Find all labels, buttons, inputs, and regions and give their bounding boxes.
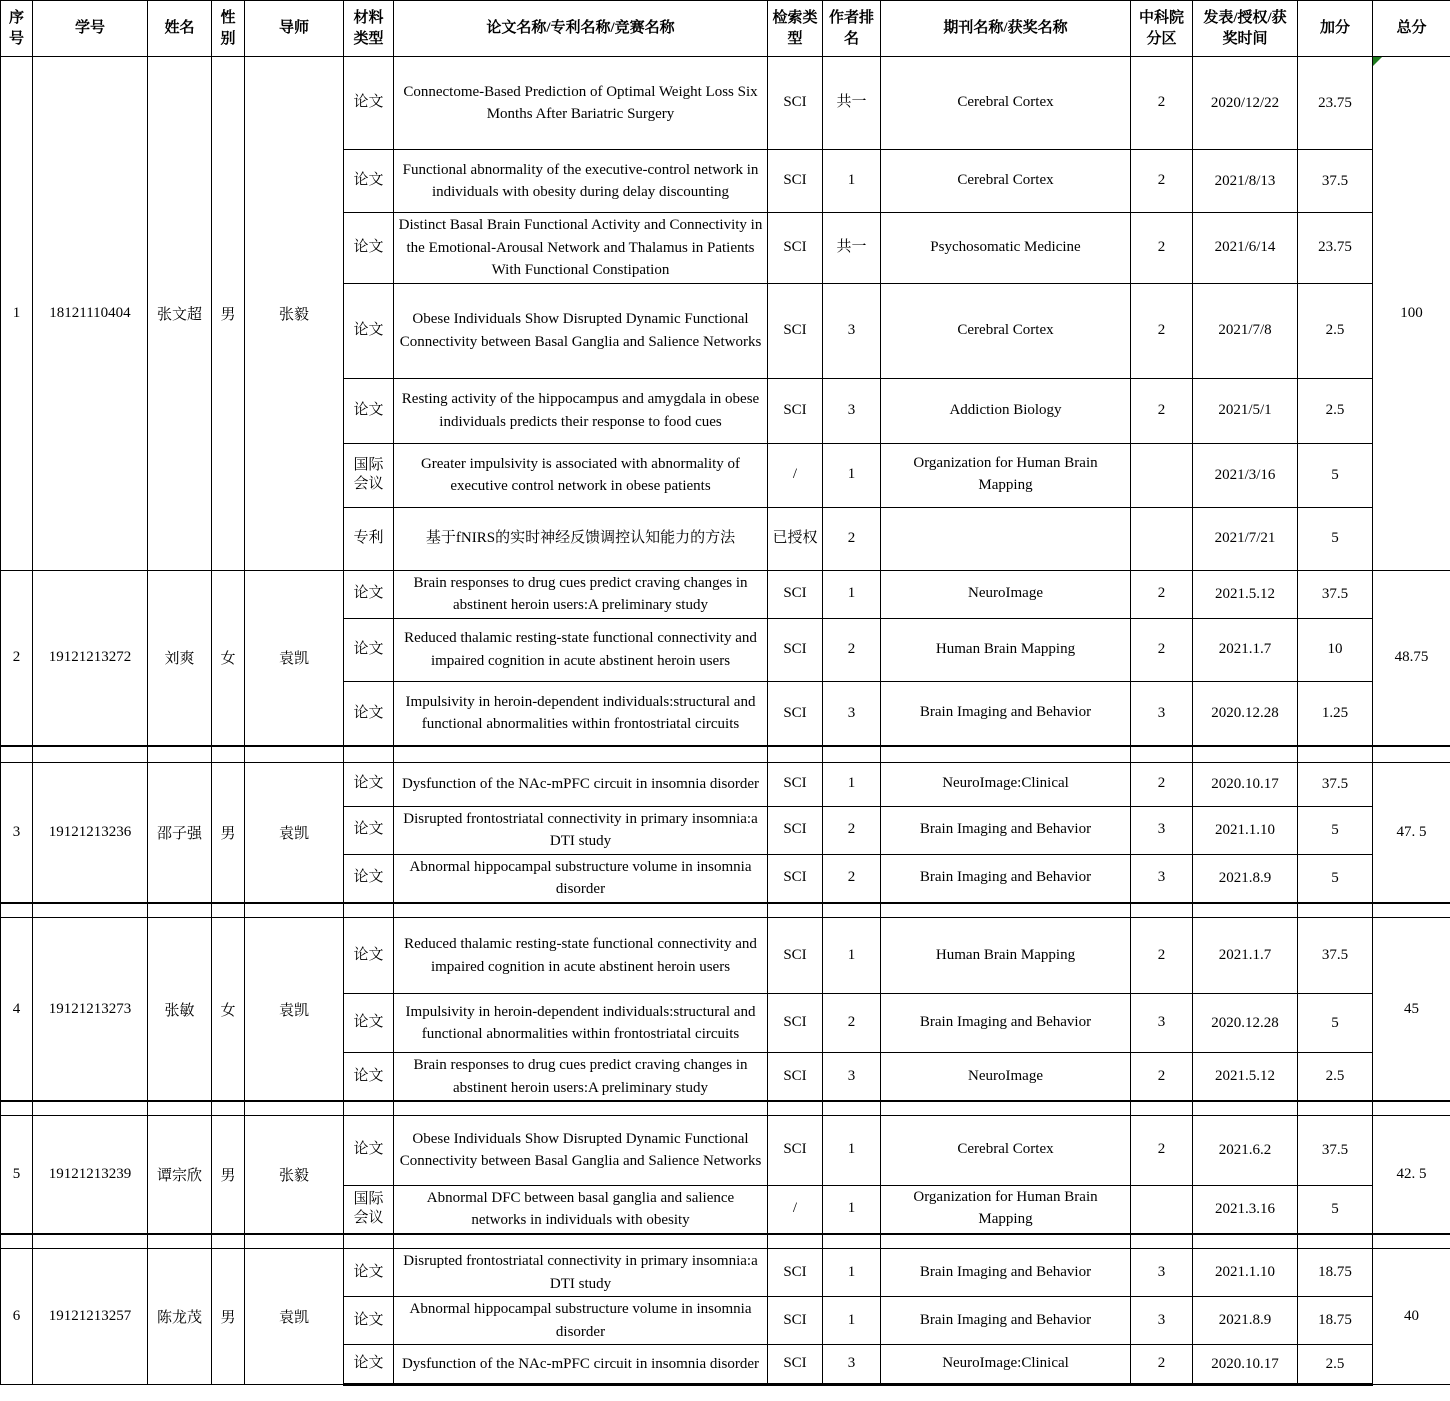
spacer-cell[interactable] (212, 1234, 245, 1249)
cell-total-score[interactable] (1373, 570, 1450, 746)
cell-name[interactable]: 邵子强 (148, 762, 212, 903)
cell-author-rank[interactable]: 共一 (823, 57, 881, 150)
cell-material-type[interactable]: 国际会议 (344, 1185, 394, 1234)
cell-no[interactable]: 2 (1, 570, 33, 746)
spacer-cell[interactable] (823, 1101, 881, 1115)
spacer-cell[interactable] (1, 746, 33, 762)
cell-gender[interactable]: 男 (212, 1115, 245, 1234)
spacer-cell[interactable] (1131, 1234, 1193, 1249)
cell-title[interactable]: Resting activity of the hippocampus and amygdala in obese individuals predicts their response to food cues (394, 378, 768, 443)
spacer-cell[interactable] (1373, 1101, 1450, 1115)
cell-author-rank[interactable]: 1 (823, 570, 881, 618)
cell-author-rank[interactable]: 1 (823, 443, 881, 507)
cell-cas-division[interactable]: 3 (1131, 854, 1193, 903)
cell-journal[interactable]: NeuroImage (881, 570, 1131, 618)
cell-material-type[interactable]: 论文 (344, 150, 394, 213)
cell-author-rank[interactable]: 2 (823, 618, 881, 681)
cell-points[interactable]: 23.75 (1298, 57, 1373, 150)
cell-cas-division[interactable]: 2 (1131, 213, 1193, 284)
cell-cas-division[interactable]: 3 (1131, 994, 1193, 1053)
total-score-value: 48.75 (1394, 649, 1429, 666)
cell-date[interactable]: 2021/8/13 (1193, 150, 1298, 213)
cell-title[interactable]: Disrupted frontostriatal connectivity in primary insomnia:a DTI study (394, 1249, 768, 1297)
cell-student-id[interactable]: 19121213239 (33, 1115, 148, 1234)
cell-author-rank[interactable]: 共一 (823, 213, 881, 284)
cell-cas-division[interactable]: 2 (1131, 1345, 1193, 1385)
cell-author-rank[interactable]: 1 (823, 1115, 881, 1185)
cell-index-type[interactable]: SCI (768, 1053, 823, 1102)
cell-cas-division[interactable]: 3 (1131, 806, 1193, 854)
spacer-cell[interactable] (1131, 1101, 1193, 1115)
spacer-cell[interactable] (148, 903, 212, 918)
cell-index-type[interactable]: SCI (768, 618, 823, 681)
header-cell-2[interactable]: 姓名 (148, 1, 212, 57)
spacer-cell[interactable] (1, 1101, 33, 1115)
cell-author-rank[interactable]: 1 (823, 1249, 881, 1297)
spacer-cell[interactable] (881, 746, 1131, 762)
spacer-cell[interactable] (1193, 746, 1298, 762)
cell-material-type[interactable]: 论文 (344, 994, 394, 1053)
cell-journal[interactable]: Brain Imaging and Behavior (881, 1297, 1131, 1345)
cell-material-type[interactable]: 论文 (344, 1249, 394, 1297)
cell-total-score[interactable] (1373, 1249, 1450, 1385)
spacer-cell[interactable] (148, 1234, 212, 1249)
spacer-cell[interactable] (344, 1101, 394, 1115)
cell-total-score[interactable] (1373, 57, 1450, 571)
cell-date[interactable]: 2020.12.28 (1193, 994, 1298, 1053)
cell-title[interactable]: Functional abnormality of the executive-control network in individuals with obesity during delay discounting (394, 150, 768, 213)
cell-cas-division[interactable]: 3 (1131, 1297, 1193, 1345)
cell-no[interactable]: 4 (1, 918, 33, 1102)
material-row (1, 762, 1450, 806)
spacer-row (1, 1101, 1450, 1115)
cell-student-id[interactable]: 19121213236 (33, 762, 148, 903)
cell-date[interactable]: 2021.3.16 (1193, 1185, 1298, 1234)
cell-cas-division[interactable]: 2 (1131, 618, 1193, 681)
spacer-cell[interactable] (1373, 746, 1450, 762)
cell-material-type[interactable]: 专利 (344, 507, 394, 570)
header-cell-9[interactable]: 期刊名称/获奖名称 (881, 1, 1131, 57)
cell-date[interactable]: 2020.12.28 (1193, 681, 1298, 746)
spacer-cell[interactable] (148, 1101, 212, 1115)
cell-journal[interactable]: Addiction Biology (881, 378, 1131, 443)
cell-title[interactable]: Obese Individuals Show Disrupted Dynamic Functional Connectivity between Basal Ganglia and Salience Networks (394, 283, 768, 378)
cell-cas-division[interactable]: 2 (1131, 762, 1193, 806)
header-cell-3[interactable]: 性别 (212, 1, 245, 57)
cell-index-type[interactable]: / (768, 443, 823, 507)
cell-student-id[interactable]: 18121110404 (33, 57, 148, 571)
cell-material-type[interactable]: 论文 (344, 213, 394, 284)
spacer-cell[interactable] (1131, 746, 1193, 762)
spacer-cell[interactable] (1193, 1101, 1298, 1115)
spacer-cell[interactable] (1, 1234, 33, 1249)
spacer-cell[interactable] (33, 1234, 148, 1249)
cell-points[interactable]: 5 (1298, 1185, 1373, 1234)
cell-cas-division[interactable]: 2 (1131, 918, 1193, 994)
spacer-cell[interactable] (823, 903, 881, 918)
cell-index-type[interactable]: SCI (768, 213, 823, 284)
spacer-cell[interactable] (1298, 903, 1373, 918)
cell-no[interactable]: 1 (1, 57, 33, 571)
cell-points[interactable]: 5 (1298, 994, 1373, 1053)
cell-student-id[interactable]: 19121213257 (33, 1249, 148, 1385)
cell-title[interactable]: 基于fNIRS的实时神经反馈调控认知能力的方法 (394, 507, 768, 570)
total-score-value: 40 (1404, 1308, 1419, 1324)
header-cell-4[interactable]: 导师 (245, 1, 344, 57)
cell-date[interactable]: 2020.10.17 (1193, 1345, 1298, 1385)
cell-date[interactable]: 2021.5.12 (1193, 570, 1298, 618)
cell-advisor[interactable]: 张毅 (245, 1115, 344, 1234)
cell-total-score[interactable] (1373, 1115, 1450, 1234)
material-row (1, 1115, 1450, 1185)
spacer-cell[interactable] (1373, 1234, 1450, 1249)
cell-material-type[interactable]: 论文 (344, 762, 394, 806)
cell-author-rank[interactable]: 1 (823, 762, 881, 806)
cell-points[interactable]: 23.75 (1298, 213, 1373, 284)
material-row (1, 918, 1450, 994)
spacer-cell[interactable] (148, 746, 212, 762)
spacer-cell[interactable] (212, 903, 245, 918)
cell-index-type[interactable]: SCI (768, 57, 823, 150)
cell-gender[interactable]: 男 (212, 762, 245, 903)
cell-date[interactable]: 2021.8.9 (1193, 854, 1298, 903)
cell-author-rank[interactable]: 3 (823, 1345, 881, 1385)
cell-title[interactable]: Brain responses to drug cues predict craving changes in abstinent heroin users:A preliminary study (394, 1053, 768, 1102)
spacer-cell[interactable] (1373, 903, 1450, 918)
cell-points[interactable]: 37.5 (1298, 150, 1373, 213)
cell-journal[interactable]: NeuroImage:Clinical (881, 1345, 1131, 1385)
cell-title[interactable]: Greater impulsivity is associated with abnormality of executive control network in obese patients (394, 443, 768, 507)
cell-journal[interactable]: NeuroImage:Clinical (881, 762, 1131, 806)
header-cell-10[interactable]: 中科院分区 (1131, 1, 1193, 57)
cell-material-type[interactable]: 论文 (344, 806, 394, 854)
cell-journal[interactable]: Brain Imaging and Behavior (881, 854, 1131, 903)
cell-material-type[interactable]: 论文 (344, 918, 394, 994)
spacer-cell[interactable] (1, 903, 33, 918)
cell-title[interactable]: Obese Individuals Show Disrupted Dynamic Functional Connectivity between Basal Ganglia and Salience Networks (394, 1115, 768, 1185)
cell-date[interactable]: 2021/7/21 (1193, 507, 1298, 570)
cell-index-type[interactable]: SCI (768, 150, 823, 213)
cell-cas-division[interactable]: 2 (1131, 283, 1193, 378)
cell-points[interactable]: 2.5 (1298, 1345, 1373, 1385)
cell-points[interactable]: 1.25 (1298, 681, 1373, 746)
cell-gender[interactable]: 女 (212, 570, 245, 746)
spacer-cell[interactable] (1131, 903, 1193, 918)
spacer-cell[interactable] (823, 746, 881, 762)
cell-journal[interactable]: Brain Imaging and Behavior (881, 681, 1131, 746)
cell-journal[interactable]: Brain Imaging and Behavior (881, 806, 1131, 854)
spacer-cell[interactable] (33, 903, 148, 918)
material-row (1, 57, 1450, 150)
cell-cas-division[interactable]: 2 (1131, 570, 1193, 618)
cell-total-score[interactable] (1373, 762, 1450, 903)
cell-index-type[interactable]: SCI (768, 570, 823, 618)
spacer-cell[interactable] (768, 1101, 823, 1115)
cell-points[interactable]: 2.5 (1298, 283, 1373, 378)
cell-journal[interactable] (881, 507, 1131, 570)
cell-cas-division[interactable] (1131, 507, 1193, 570)
cell-material-type[interactable]: 论文 (344, 57, 394, 150)
cell-no[interactable]: 6 (1, 1249, 33, 1385)
header-cell-6[interactable]: 论文名称/专利名称/竞赛名称 (394, 1, 768, 57)
cell-index-type[interactable]: / (768, 1185, 823, 1234)
cell-journal[interactable]: Cerebral Cortex (881, 150, 1131, 213)
cell-date[interactable]: 2021.1.10 (1193, 1249, 1298, 1297)
cell-title[interactable]: Disrupted frontostriatal connectivity in primary insomnia:a DTI study (394, 806, 768, 854)
cell-material-type[interactable]: 论文 (344, 1115, 394, 1185)
cell-cas-division[interactable]: 2 (1131, 150, 1193, 213)
cell-total-score[interactable] (1373, 918, 1450, 1102)
header-row (1, 1, 1450, 57)
cell-title[interactable]: Abnormal DFC between basal ganglia and salience networks in individuals with obesity (394, 1185, 768, 1234)
spacer-row (1, 1234, 1450, 1249)
cell-title[interactable]: Dysfunction of the NAc-mPFC circuit in insomnia disorder (394, 1345, 768, 1385)
cell-points[interactable]: 2.5 (1298, 378, 1373, 443)
cell-date[interactable]: 2021/6/14 (1193, 213, 1298, 284)
spacer-cell[interactable] (1298, 746, 1373, 762)
cell-material-type[interactable]: 国际会议 (344, 443, 394, 507)
cell-title[interactable]: Brain responses to drug cues predict craving changes in abstinent heroin users:A preliminary study (394, 570, 768, 618)
cell-name[interactable]: 张文超 (148, 57, 212, 571)
cell-title[interactable]: Dysfunction of the NAc-mPFC circuit in insomnia disorder (394, 762, 768, 806)
cell-index-type[interactable]: 已授权 (768, 507, 823, 570)
cell-title[interactable]: Impulsivity in heroin-dependent individuals:structural and functional abnormalities within frontostriatal circuits (394, 681, 768, 746)
cell-author-rank[interactable]: 1 (823, 1297, 881, 1345)
cell-points[interactable]: 5 (1298, 806, 1373, 854)
spacer-cell[interactable] (33, 1101, 148, 1115)
total-score-value: 47. 5 (1396, 823, 1427, 840)
cell-author-rank[interactable]: 3 (823, 681, 881, 746)
cell-title[interactable]: Impulsivity in heroin-dependent individuals:structural and functional abnormalities within frontostriatal circuits (394, 994, 768, 1053)
spacer-cell[interactable] (1298, 1101, 1373, 1115)
cell-material-type[interactable]: 论文 (344, 378, 394, 443)
cell-journal[interactable]: Brain Imaging and Behavior (881, 1249, 1131, 1297)
cell-author-rank[interactable]: 1 (823, 150, 881, 213)
cell-title[interactable]: Abnormal hippocampal substructure volume in insomnia disorder (394, 854, 768, 903)
cell-journal[interactable]: Human Brain Mapping (881, 918, 1131, 994)
total-score-value: 100 (1400, 304, 1423, 321)
header-cell-8[interactable]: 作者排名 (823, 1, 881, 57)
spacer-cell[interactable] (245, 903, 344, 918)
cell-student-id[interactable]: 19121213272 (33, 570, 148, 746)
cell-advisor[interactable]: 袁凯 (245, 570, 344, 746)
cell-index-type[interactable]: SCI (768, 681, 823, 746)
cell-author-rank[interactable]: 2 (823, 507, 881, 570)
cell-date[interactable]: 2021.1.7 (1193, 918, 1298, 994)
cell-index-type[interactable]: SCI (768, 918, 823, 994)
cell-material-type[interactable]: 论文 (344, 1053, 394, 1102)
header-cell-11[interactable]: 发表/授权/获奖时间 (1193, 1, 1298, 57)
spacer-cell[interactable] (394, 1101, 768, 1115)
cell-index-type[interactable]: SCI (768, 806, 823, 854)
cell-name[interactable]: 刘爽 (148, 570, 212, 746)
cell-date[interactable]: 2020.10.17 (1193, 762, 1298, 806)
cell-material-type[interactable]: 论文 (344, 1297, 394, 1345)
cell-author-rank[interactable]: 1 (823, 1185, 881, 1234)
cell-advisor[interactable]: 袁凯 (245, 918, 344, 1102)
cell-gender[interactable]: 男 (212, 1249, 245, 1385)
cell-journal[interactable]: Cerebral Cortex (881, 283, 1131, 378)
spacer-cell[interactable] (212, 1101, 245, 1115)
cell-points[interactable]: 5 (1298, 507, 1373, 570)
cell-date[interactable]: 2021/7/8 (1193, 283, 1298, 378)
cell-material-type[interactable]: 论文 (344, 681, 394, 746)
cell-points[interactable]: 18.75 (1298, 1249, 1373, 1297)
cell-date[interactable]: 2021.6.2 (1193, 1115, 1298, 1185)
header-cell-5[interactable]: 材料类型 (344, 1, 394, 57)
cell-name[interactable]: 谭宗欣 (148, 1115, 212, 1234)
cell-journal[interactable]: Brain Imaging and Behavior (881, 994, 1131, 1053)
cell-points[interactable]: 5 (1298, 854, 1373, 903)
cell-index-type[interactable]: SCI (768, 378, 823, 443)
table-body (1, 57, 1450, 1385)
cell-journal[interactable]: Cerebral Cortex (881, 57, 1131, 150)
cell-author-rank[interactable]: 1 (823, 918, 881, 994)
cell-journal[interactable]: Organization for Human Brain Mapping (881, 1185, 1131, 1234)
spacer-cell[interactable] (768, 1234, 823, 1249)
spacer-cell[interactable] (1193, 903, 1298, 918)
material-row (1, 1249, 1450, 1297)
cell-index-type[interactable]: SCI (768, 283, 823, 378)
cell-cas-division[interactable] (1131, 1185, 1193, 1234)
table-header (1, 1, 1450, 57)
cell-author-rank[interactable]: 2 (823, 806, 881, 854)
cell-title[interactable]: Abnormal hippocampal substructure volume in insomnia disorder (394, 1297, 768, 1345)
cell-gender[interactable]: 男 (212, 57, 245, 571)
spacer-row (1, 746, 1450, 762)
cell-journal[interactable]: Organization for Human Brain Mapping (881, 443, 1131, 507)
cell-date[interactable]: 2021/3/16 (1193, 443, 1298, 507)
cell-points[interactable]: 10 (1298, 618, 1373, 681)
cell-author-rank[interactable]: 2 (823, 854, 881, 903)
cell-material-type[interactable]: 论文 (344, 283, 394, 378)
cell-material-type[interactable]: 论文 (344, 854, 394, 903)
cell-index-type[interactable]: SCI (768, 994, 823, 1053)
cell-points[interactable]: 37.5 (1298, 918, 1373, 994)
cell-date[interactable]: 2021/5/1 (1193, 378, 1298, 443)
cell-advisor[interactable]: 袁凯 (245, 1249, 344, 1385)
material-row (1, 570, 1450, 618)
spacer-cell[interactable] (212, 746, 245, 762)
cell-journal[interactable]: NeuroImage (881, 1053, 1131, 1102)
cell-material-type[interactable]: 论文 (344, 1345, 394, 1385)
cell-no[interactable]: 5 (1, 1115, 33, 1234)
cell-no[interactable]: 3 (1, 762, 33, 903)
cell-student-id[interactable]: 19121213273 (33, 918, 148, 1102)
spacer-cell[interactable] (344, 746, 394, 762)
spacer-cell[interactable] (881, 1234, 1131, 1249)
spacer-cell[interactable] (881, 903, 1131, 918)
spacer-cell[interactable] (245, 1101, 344, 1115)
cell-title[interactable]: Connectome-Based Prediction of Optimal Weight Loss Six Months After Bariatric Surgery (394, 57, 768, 150)
total-score-value: 42. 5 (1396, 1165, 1427, 1182)
cell-title[interactable]: Reduced thalamic resting-state functional connectivity and impaired cognition in acute abstinent heroin users (394, 918, 768, 994)
cell-points[interactable]: 18.75 (1298, 1297, 1373, 1345)
cell-name[interactable]: 张敏 (148, 918, 212, 1102)
spacer-cell[interactable] (768, 746, 823, 762)
cell-index-type[interactable]: SCI (768, 854, 823, 903)
cell-points[interactable]: 5 (1298, 443, 1373, 507)
cell-cas-division[interactable]: 3 (1131, 681, 1193, 746)
total-score-value: 45 (1404, 1000, 1419, 1017)
spacer-cell[interactable] (881, 1101, 1131, 1115)
cell-points[interactable]: 37.5 (1298, 762, 1373, 806)
header-cell-0[interactable]: 序号 (1, 1, 33, 57)
cell-journal[interactable]: Cerebral Cortex (881, 1115, 1131, 1185)
spacer-cell[interactable] (245, 1234, 344, 1249)
spacer-cell[interactable] (394, 746, 768, 762)
cell-author-rank[interactable]: 2 (823, 994, 881, 1053)
cell-material-type[interactable]: 论文 (344, 618, 394, 681)
cell-title[interactable]: Distinct Basal Brain Functional Activity and Connectivity in the Emotional-Arousal Network and Thalamus in Patients With Functional Constipation (394, 213, 768, 284)
cell-journal[interactable]: Human Brain Mapping (881, 618, 1131, 681)
cell-index-type[interactable]: SCI (768, 762, 823, 806)
cell-material-type[interactable]: 论文 (344, 570, 394, 618)
cell-date[interactable]: 2021.8.9 (1193, 1297, 1298, 1345)
cell-journal[interactable]: Psychosomatic Medicine (881, 213, 1131, 284)
cell-cas-division[interactable]: 2 (1131, 57, 1193, 150)
cell-author-rank[interactable]: 3 (823, 283, 881, 378)
cell-gender[interactable]: 女 (212, 918, 245, 1102)
spacer-cell[interactable] (1298, 1234, 1373, 1249)
cell-index-type[interactable]: SCI (768, 1297, 823, 1345)
cell-date[interactable]: 2020/12/22 (1193, 57, 1298, 150)
cell-name[interactable]: 陈龙茂 (148, 1249, 212, 1385)
cell-date[interactable]: 2021.1.7 (1193, 618, 1298, 681)
cell-date[interactable]: 2021.5.12 (1193, 1053, 1298, 1102)
cell-cas-division[interactable]: 2 (1131, 1053, 1193, 1102)
cell-cas-division[interactable]: 2 (1131, 1115, 1193, 1185)
cell-advisor[interactable]: 袁凯 (245, 762, 344, 903)
header-cell-12[interactable]: 加分 (1298, 1, 1373, 57)
cell-advisor[interactable]: 张毅 (245, 57, 344, 571)
spacer-cell[interactable] (823, 1234, 881, 1249)
cell-points[interactable]: 2.5 (1298, 1053, 1373, 1102)
spacer-cell[interactable] (33, 746, 148, 762)
spacer-row (1, 903, 1450, 918)
cell-date[interactable]: 2021.1.10 (1193, 806, 1298, 854)
cell-index-type[interactable]: SCI (768, 1345, 823, 1385)
cell-points[interactable]: 37.5 (1298, 570, 1373, 618)
cell-cas-division[interactable]: 2 (1131, 378, 1193, 443)
spacer-cell[interactable] (344, 1234, 394, 1249)
spacer-cell[interactable] (768, 903, 823, 918)
cell-title[interactable]: Reduced thalamic resting-state functional connectivity and impaired cognition in acute abstinent heroin users (394, 618, 768, 681)
header-cell-13[interactable]: 总分 (1373, 1, 1450, 57)
cell-cas-division[interactable] (1131, 443, 1193, 507)
cell-author-rank[interactable]: 3 (823, 1053, 881, 1102)
spacer-cell[interactable] (394, 1234, 768, 1249)
cell-points[interactable]: 37.5 (1298, 1115, 1373, 1185)
excel-error-triangle-icon (1373, 57, 1382, 66)
header-cell-1[interactable]: 学号 (33, 1, 148, 57)
cell-author-rank[interactable]: 3 (823, 378, 881, 443)
spacer-cell[interactable] (1193, 1234, 1298, 1249)
cell-cas-division[interactable]: 3 (1131, 1249, 1193, 1297)
cell-index-type[interactable]: SCI (768, 1115, 823, 1185)
cell-index-type[interactable]: SCI (768, 1249, 823, 1297)
spacer-cell[interactable] (344, 903, 394, 918)
spacer-cell[interactable] (394, 903, 768, 918)
spacer-cell[interactable] (245, 746, 344, 762)
header-cell-7[interactable]: 检索类型 (768, 1, 823, 57)
